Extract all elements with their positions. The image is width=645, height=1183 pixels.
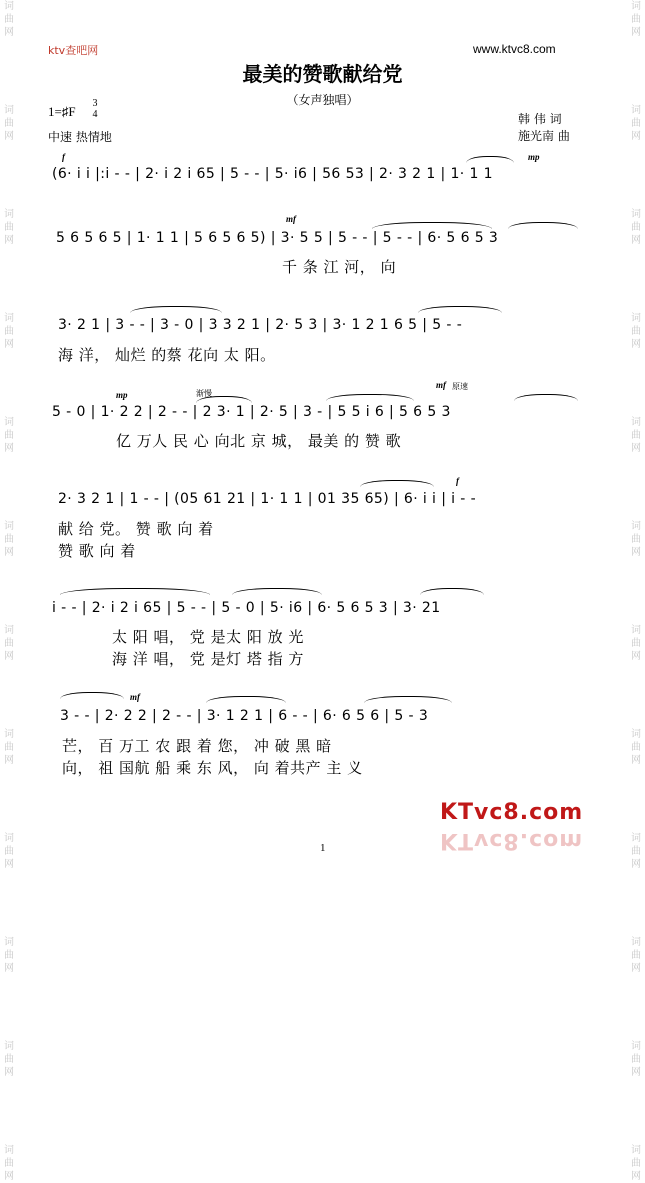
slur (420, 588, 484, 595)
slur (206, 696, 286, 703)
slur (130, 306, 222, 313)
dynamic-mark: mf (130, 692, 140, 702)
dynamic-mark: f (456, 476, 459, 486)
tempo-marking: 中速 热情地 (48, 130, 112, 144)
slur (418, 306, 502, 313)
lyrics-verse-2: 海 洋 唱， 党 是灯 塔 指 方 (112, 650, 304, 668)
watermark-left: 词 曲 网 词 曲 网 词 曲 网 词 曲 网 词 曲 网 词 曲 网 词 曲 网 词 曲 网 词 曲 网 词 曲 网 词 曲 网 词 曲 网 (4, 1, 14, 1182)
time-sig-bottom: 4 (92, 109, 98, 120)
time-sig-top: 3 (92, 98, 98, 109)
lyrics-verse-1: 芒， 百 万工 农 跟 着 您， 冲 破 黑 暗 (62, 737, 332, 755)
lyrics-verse-1: 太 阳 唱， 党 是太 阳 放 光 (112, 628, 304, 646)
dynamic-mark: mf (286, 214, 296, 224)
watermark-right: 词 曲 网 词 曲 网 词 曲 网 词 曲 网 词 曲 网 词 曲 网 词 曲 网 词 曲 网 词 曲 网 词 曲 网 词 曲 网 词 曲 网 (631, 1, 641, 1182)
lyrics-verse-1: 千 条 江 河， 向 (282, 258, 397, 276)
site-url: www.ktvc8.com (473, 42, 556, 56)
site-link[interactable]: ktv查吧网 (48, 44, 99, 57)
slur (60, 588, 210, 595)
notation-line: i - - | 2· i 2 i 65 | 5 - - | 5 - 0 | 5· i6 | 6· 5 6 5 3 | 3· 21 (52, 600, 441, 616)
notation-line: 3 - - | 2· 2 2 | 2 - - | 3· 1 2 1 | 6 - - | 6· 6 5 6 | 5 - 3 (60, 708, 429, 724)
slur (360, 480, 434, 487)
slur (508, 222, 578, 229)
tempo-change: 原速 (452, 382, 468, 391)
time-signature (90, 98, 100, 120)
slur (364, 696, 452, 703)
notation-line: 2· 3 2 1 | 1 - - | (05 61 21 | 1· 1 1 | 01 35 65) | 6· i i | i - - (58, 491, 477, 507)
lyrics-verse-1: 亿 万人 民 心 向北 京 城， 最美 的 赞 歌 (116, 432, 402, 450)
dynamic-mark: f (62, 152, 65, 162)
slur (514, 394, 578, 401)
notation-line: 5 6 5 6 5 | 1· 1 1 | 5 6 5 6 5) | 3· 5 5 | 5 - - | 5 - - | 6· 5 6 5 3 (56, 230, 499, 246)
lyrics-verse-1: 献 给 党。 赞 歌 向 着 (58, 520, 214, 538)
notation-line: 3· 2 1 | 3 - - | 3 - 0 | 3 3 2 1 | 2· 5 3 | 3· 1 2 1 6 5 | 5 - - (58, 317, 463, 333)
tempo-change: 渐慢 (196, 389, 212, 398)
lyrics-verse-2: 向， 祖 国航 船 乘 东 风， 向 着共产 主 义 (62, 759, 363, 777)
slur (372, 222, 492, 229)
slur (196, 396, 252, 403)
dynamic-mark: mf (436, 380, 446, 390)
notation-line: (6· i i |:i - - | 2· i 2 i 65 | 5 - - | 5· i6 | 56 53 | 2· 3 2 1 | 1· 1 1 (52, 166, 493, 182)
page-number: 1 (320, 842, 326, 854)
notation-line: 5 - 0 | 1· 2 2 | 2 - - | 2 3· 1 | 2· 5 | 3 - | 5 5 i 6 | 5 6 5 3 (52, 404, 451, 420)
dynamic-mark: mp (116, 390, 128, 400)
site-logo: KTvc8.com (440, 800, 584, 825)
lyricist: 韩 伟 词 (518, 112, 562, 126)
lyrics-verse-2: 赞 歌 向 着 (58, 542, 136, 560)
page-title: 最美的赞歌献给党 (242, 62, 403, 86)
subtitle: （女声独唱） (286, 93, 359, 107)
slur (466, 156, 514, 163)
slur (232, 588, 322, 595)
site-logo-reflection: KTvc8.com (440, 828, 584, 853)
composer: 施光南 曲 (518, 129, 570, 143)
slur (60, 692, 124, 699)
lyrics-verse-1: 海 洋， 灿烂 的蔡 花向 太 阳。 (58, 346, 276, 364)
slur (326, 394, 414, 401)
dynamic-mark: mp (528, 152, 540, 162)
key-signature: 1=♯F (48, 104, 76, 119)
